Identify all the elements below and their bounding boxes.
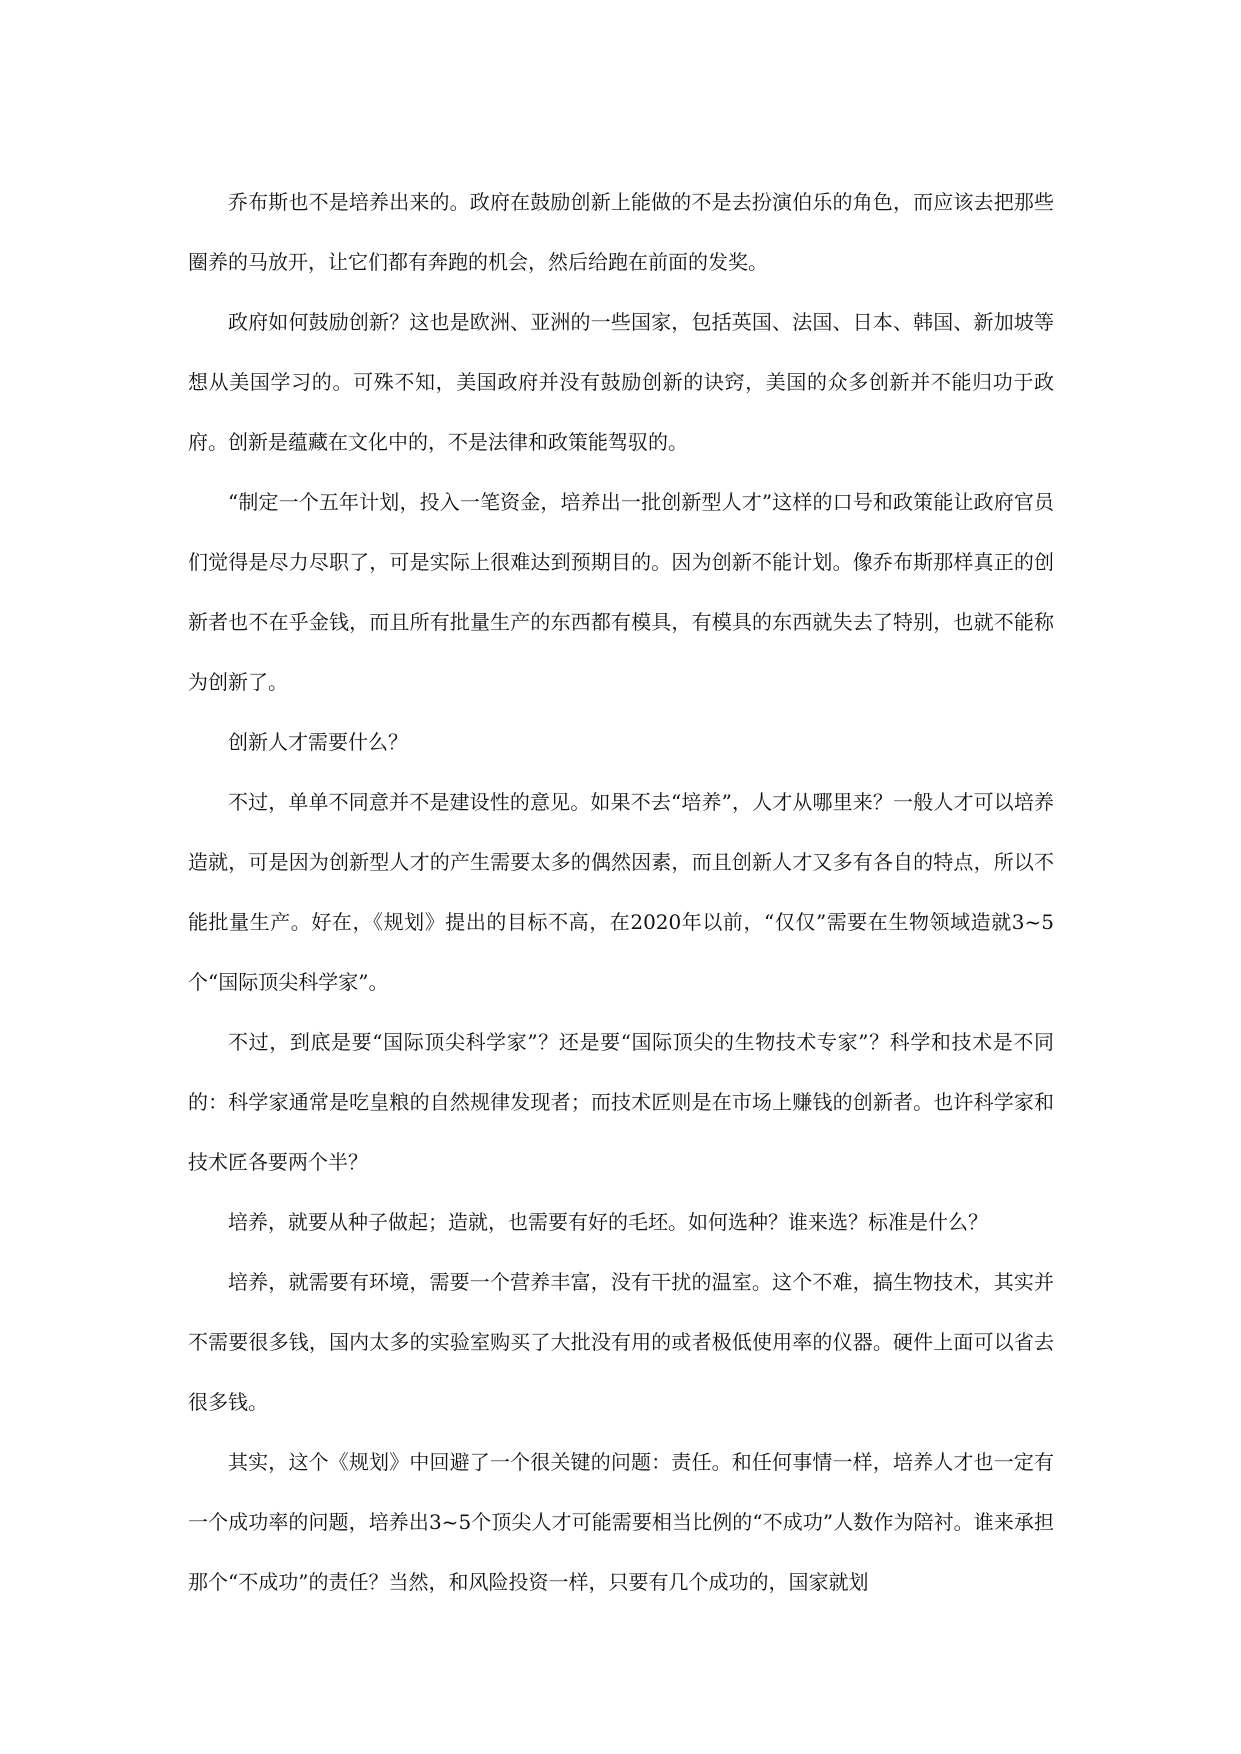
paragraph-9: 其实，这个《规划》中回避了一个很关键的问题：责任。和任何事情一样，培养人才也一定有一个成功率的问题，培养出3~5个顶尖人才可能需要相当比例的“不成功”人数作为陪衬。谁来承担那个“不成功”的责任？当然，和风险投资一样，只要有几个成功的，国家就划	[188, 1450, 1054, 1594]
paragraph-7: 培养，就要从种子做起；造就，也需要有好的毛坯。如何选种？谁来选？标准是什么？	[228, 1210, 988, 1234]
paragraph-5: 不过，单单不同意并不是建设性的意见。如果不去“培养”，人才从哪里来？一般人才可以培养造就，可是因为创新型人才的产生需要太多的偶然因素，而且创新人才又多有各自的特点，所以不能批量生产。好在，《规划》提出的目标不高，在2020年以前，“仅仅”需要在生物领域造就3~5个“国际顶尖科学家”。	[188, 790, 1054, 994]
paragraph-6: 不过，到底是要“国际顶尖科学家”？还是要“国际顶尖的生物技术专家”？科学和技术是不同的：科学家通常是吃皇粮的自然规律发现者；而技术匠则是在市场上赚钱的创新者。也许科学家和技术匠各要两个半？	[188, 1030, 1054, 1174]
section-heading: 创新人才需要什么？	[228, 730, 408, 754]
document-body	[188, 172, 1054, 1612]
paragraph-1: 乔布斯也不是培养出来的。政府在鼓励创新上能做的不是去扮演伯乐的角色，而应该去把那些圈养的马放开，让它们都有奔跑的机会，然后给跑在前面的发奖。	[188, 190, 1054, 274]
paragraph-3: “制定一个五年计划，投入一笔资金，培养出一批创新型人才”这样的口号和政策能让政府官员们觉得是尽力尽职了，可是实际上很难达到预期目的。因为创新不能计划。像乔布斯那样真正的创新者也不在乎金钱，而且所有批量生产的东西都有模具，有模具的东西就失去了特别，也就不能称为创新了。	[188, 490, 1054, 694]
paragraph-8: 培养，就需要有环境，需要一个营养丰富，没有干扰的温室。这个不难，搞生物技术，其实并不需要很多钱，国内太多的实验室购买了大批没有用的或者极低使用率的仪器。硬件上面可以省去很多钱。	[188, 1270, 1054, 1414]
paragraph-2: 政府如何鼓励创新？这也是欧洲、亚洲的一些国家，包括英国、法国、日本、韩国、新加坡等想从美国学习的。可殊不知，美国政府并没有鼓励创新的诀窍，美国的众多创新并不能归功于政府。创新是蕴藏在文化中的，不是法律和政策能驾驭的。	[188, 310, 1054, 454]
